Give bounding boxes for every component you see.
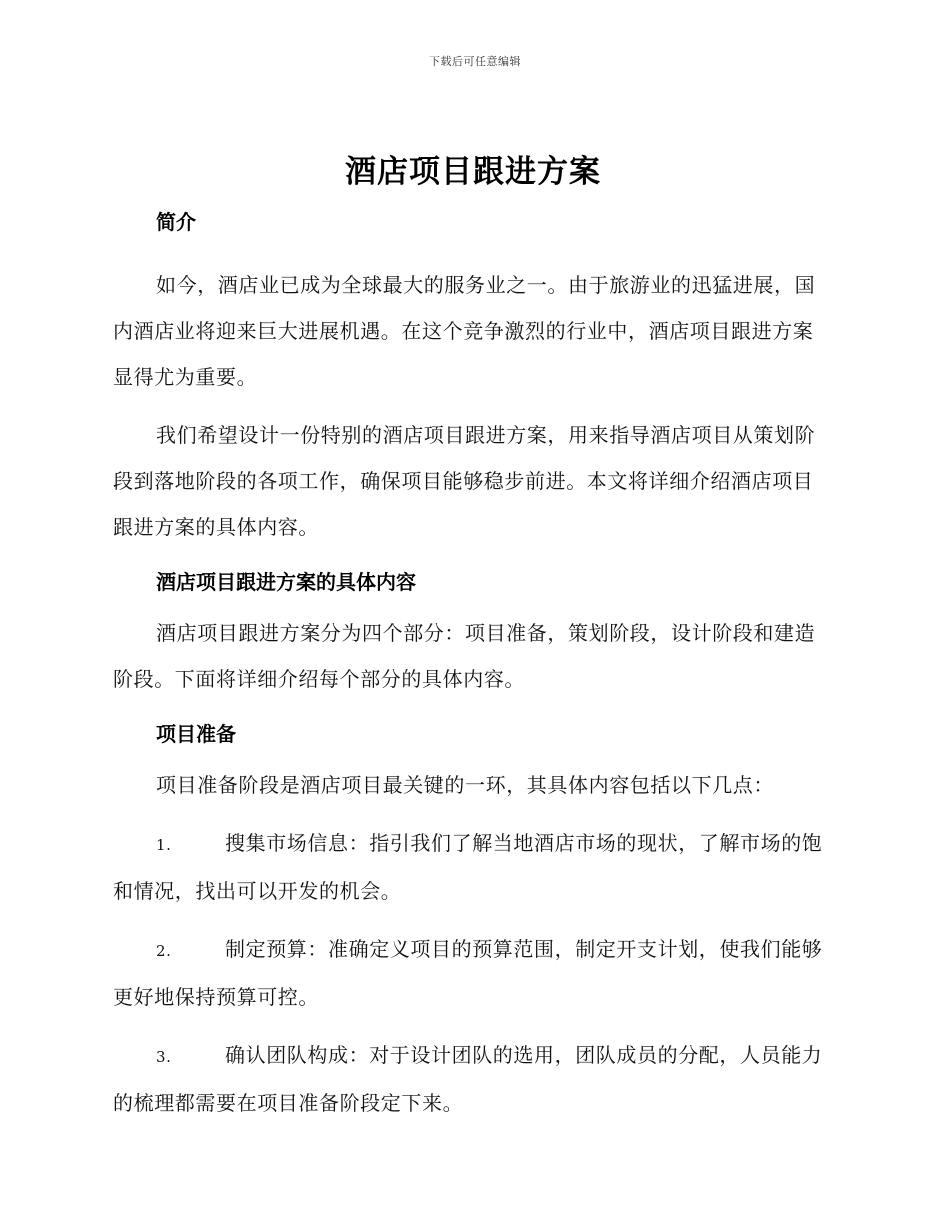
header-note: 下载后可任意编辑 xyxy=(429,55,521,68)
section-heading-content: 酒店项目跟进方案的具体内容 xyxy=(156,570,416,594)
document-title: 酒店项目跟进方案 xyxy=(345,154,601,190)
list-item xyxy=(113,820,833,914)
list-item-text: 制定预算：准确定义项目的预算范围，制定开支计划，使我们能够更好地保持预算可控。 xyxy=(113,937,823,1009)
list-item xyxy=(113,926,833,1020)
intro-paragraph-2: 我们希望设计一份特别的酒店项目跟进方案，用来指导酒店项目从策划阶段到落地阶段的各项工作，确保项目能够稳步前进。本文将详细介绍酒店项目跟进方案的具体内容。 xyxy=(113,423,816,539)
intro-paragraph-1: 如今，酒店业已成为全球最大的服务业之一。由于旅游业的迅猛进展，国内酒店业将迎来巨大进展机遇。在这个竞争激烈的行业中，酒店项目跟进方案显得尤为重要。 xyxy=(113,273,816,389)
section-heading-preparation: 项目准备 xyxy=(156,722,236,746)
list-item-text: 确认团队构成：对于设计团队的选用，团队成员的分配，人员能力的梳理都需要在项目准备阶段定下来。 xyxy=(113,1043,823,1115)
list-item-number: 2. xyxy=(156,942,172,960)
section-heading-intro: 简介 xyxy=(156,210,196,234)
list-item xyxy=(113,1032,833,1126)
document-body xyxy=(113,150,833,1126)
preparation-paragraph: 项目准备阶段是酒店项目最关键的一环，其具体内容包括以下几点： xyxy=(156,773,774,797)
list-item-text: 搜集市场信息：指引我们了解当地酒店市场的现状，了解市场的饱和情况，找出可以开发的机会。 xyxy=(113,831,823,903)
list-item-number: 1. xyxy=(156,836,172,854)
content-paragraph: 酒店项目跟进方案分为四个部分：项目准备，策划阶段，设计阶段和建造阶段。下面将详细介绍每个部分的具体内容。 xyxy=(113,621,816,691)
list-item-number: 3. xyxy=(156,1048,172,1066)
